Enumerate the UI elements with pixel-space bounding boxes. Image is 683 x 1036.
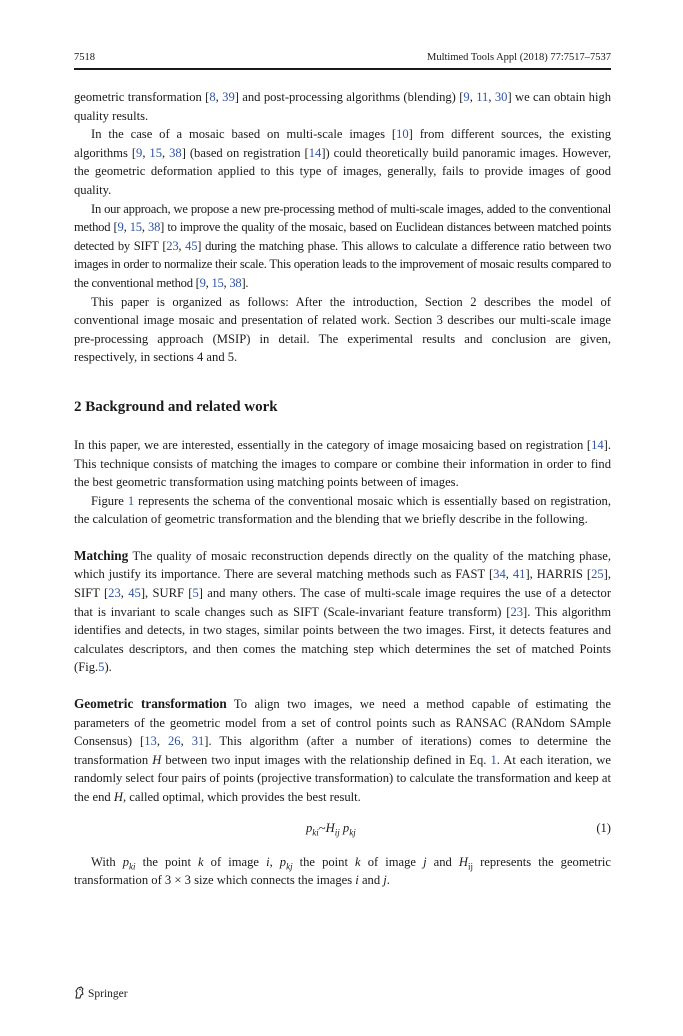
citation-link[interactable]: 15	[211, 275, 224, 290]
article-body	[74, 88, 611, 890]
citation-link[interactable]: 15	[149, 145, 163, 160]
citation-link[interactable]: 41	[512, 567, 526, 582]
citation-link[interactable]: 30	[494, 90, 508, 104]
section2-paragraph-1: In this paper, we are interested, essentially in the category of image mosaicing based on registration [14]. This technique consists of matching the images to compare or combine their information in order to find the best geometric transformation using matching points between of images.	[74, 437, 611, 490]
citation-link[interactable]: 11	[476, 90, 489, 104]
runin-heading: Matching	[74, 547, 129, 563]
publisher-name: Springer	[88, 988, 128, 1000]
citation-link[interactable]: 31	[191, 734, 205, 749]
citation-link[interactable]: 38	[148, 220, 161, 235]
citation-link[interactable]: 13	[144, 734, 157, 749]
citation-link[interactable]: 38	[229, 275, 242, 290]
figure-link[interactable]: 1	[127, 493, 135, 508]
citation-link[interactable]: 23	[108, 586, 121, 601]
runin-heading: Geometric transformation	[74, 696, 227, 712]
citation-link[interactable]: 39	[222, 90, 235, 104]
citation-link[interactable]: 34	[493, 567, 506, 582]
intro-paragraph-2: In the case of a mosaic based on multi-scale images [10] from different sources, the existing algorithms [9, 15, 38] (based on registration [14]) could theoretically build panoramic images. However, the geometric deformation applied to this type of images, generally, fails to provide images of good quality.	[74, 127, 611, 197]
header-rule	[74, 68, 611, 70]
equation-1	[74, 817, 611, 839]
journal-citation: Multimed Tools Appl (2018) 77:7517–7537	[427, 52, 611, 63]
citation-link[interactable]: 14	[591, 437, 604, 452]
citation-link[interactable]: 23	[166, 238, 179, 253]
section-heading: 2 Background and related work	[74, 398, 278, 415]
citation-link[interactable]: 9	[463, 90, 470, 104]
intro-paragraph-4: This paper is organized as follows: After the introduction, Section 2 describes the model of conventional image mosaic and presentation of related work. Section 3 describes our multi-scale image pre-processing approach (MSIP) in detail. The experimental results and conclusion are given, respectively, in sections 4 and 5.	[74, 294, 611, 365]
citation-link[interactable]: 9	[199, 275, 206, 290]
citation-link[interactable]: 9	[136, 145, 143, 160]
citation-link[interactable]: 38	[169, 145, 182, 160]
page-footer	[74, 986, 128, 1000]
citation-link[interactable]: 26	[167, 734, 181, 749]
citation-link[interactable]: 23	[510, 604, 524, 619]
intro-paragraph-1: geometric transformation [8, 39] and post-processing algorithms (blending) [9, 11, 30] we can obtain high quality results.	[74, 90, 612, 123]
citation-link[interactable]: 9	[117, 220, 124, 235]
equation-explanation-paragraph: With $p_{ki}$ the point k of image i, $p_{kj}$ the point k of image j and $H_{ij}$ represents the geometric transformation of 3 × 3 size which connects the images i and j.	[74, 854, 612, 888]
intro-paragraph-3: In our approach, we propose a new pre-processing method of multi-scale images, added to the conventional method [9, 15, 38] to improve the quality of the mosaic, based on Euclidean distances between matched points detected by SIFT [23, 45] during the matching phase. This allows to calculate a difference ratio between two images in order to normalize their scale. This operation leads to the improvement of mosaic results compared to the conventional method [9, 15, 38].	[74, 201, 612, 290]
matching-paragraph: Matching The quality of mosaic reconstruction depends directly on the quality of the matching phase, which justify its importance. There are several matching methods such as FAST [34, 41], HARRIS [25], SIFT [23, 45], SURF [5] and many others. The case of multi-scale image requires the use of a detector that is invariant to scale changes such as SIFT (Scale-invariant feature transform) [23]. This algorithm identifies and detects, in two stages, similar points between the two images. First, it detects features and calculates descriptors, and then comes the matching step which determines the set of matched Points (Fig.5).	[74, 547, 612, 675]
equation-link[interactable]: 1	[490, 752, 497, 767]
page-number: 7518	[74, 52, 95, 63]
citation-link[interactable]: 25	[591, 567, 604, 582]
citation-link[interactable]: 15	[129, 220, 142, 235]
citation-link[interactable]: 10	[396, 127, 409, 142]
equation-number: (1)	[596, 820, 611, 835]
citation-link[interactable]: 45	[185, 238, 198, 253]
citation-link[interactable]: 8	[209, 90, 216, 104]
citation-link[interactable]: 45	[128, 586, 141, 601]
equation-expression: $p_{ki}\sim H_{ij}$ $p_{kj}$	[306, 820, 356, 838]
figure-link[interactable]: 5	[98, 660, 105, 675]
citation-link[interactable]: 14	[308, 145, 322, 160]
geometric-transformation-paragraph: Geometric transformation To align two images, we need a method capable of estimating the parameters of the geometric model from a set of control points such as RANSAC (RANdom SAmple Consensus) [13, 26, 31]. This algorithm (after a number of iterations) comes to determine the transformation H between two input images with the relationship defined in Eq. 1. At each iteration, we randomly select four pairs of points (projective transformation) to calculate the transformation and keep at the end H, called optimal, which provides the best result.	[74, 696, 612, 804]
springer-horse-icon	[74, 986, 85, 999]
citation-link[interactable]: 5	[192, 586, 199, 601]
running-header	[74, 52, 611, 66]
section2-paragraph-2: Figure 1 represents the schema of the conventional mosaic which is essentially based on registration, the calculation of geometric transformation and the blending that we briefly describe in the following.	[74, 493, 611, 527]
